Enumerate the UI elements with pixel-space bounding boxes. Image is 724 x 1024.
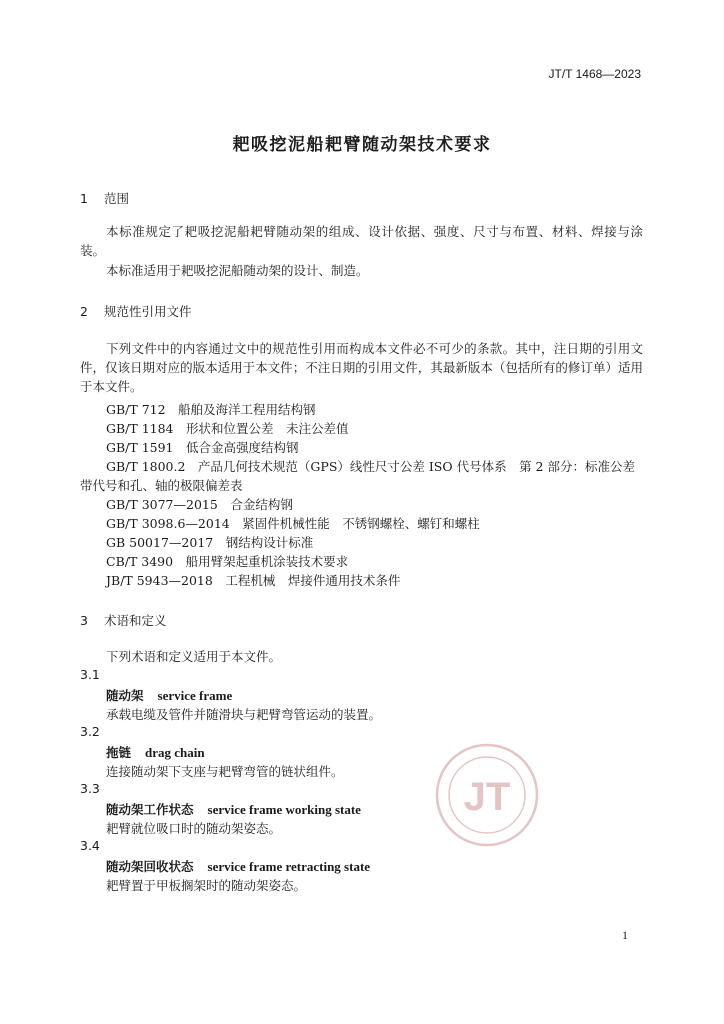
term-name-en: drag chain — [145, 745, 205, 760]
term-name-en: service frame — [157, 688, 233, 703]
section-title: 范围 — [104, 191, 130, 206]
reference-item: JB/T 5943—2018 工程机械 焊接件通用技术条件 — [106, 573, 401, 588]
jt-watermark-seal — [432, 740, 542, 854]
reference-item: GB/T 1591 低合金高强度结构钢 — [106, 440, 299, 455]
reference-item: GB/T 712 船舶及海洋工程用结构钢 — [106, 402, 316, 417]
section-heading-2 — [80, 302, 192, 320]
section-title: 术语和定义 — [104, 613, 167, 628]
reference-item: GB 50017—2017 钢结构设计标准 — [106, 535, 314, 550]
reference-item: GB/T 3077—2015 合金结构钢 — [106, 497, 293, 512]
section-number: 3 — [80, 613, 88, 628]
term-name — [106, 686, 232, 704]
term-name — [106, 743, 205, 761]
term-name-cn: 拖链 — [106, 745, 132, 760]
term-number: 3.3 — [80, 781, 100, 796]
scope-paragraph-1: 本标准规定了耙吸挖泥船耙臂随动架的组成、设计依据、强度、尺寸与布置、材料、焊接与涂装。 — [80, 224, 643, 258]
scope-paragraph-2: 本标准适用于耙吸挖泥船随动架的设计、制造。 — [106, 263, 369, 278]
references-intro: 下列文件中的内容通过文中的规范性引用而构成本文件必不可少的条款。其中，注日期的引用文件，仅该日期对应的版本适用于本文件；不注日期的引用文件，其最新版本（包括所有的修订单）适用于本文件。 — [80, 341, 643, 394]
term-name-en: service frame working state — [207, 802, 361, 817]
svg-text:JT: JT — [463, 775, 511, 819]
reference-item: CB/T 3490 船用臂架起重机涂装技术要求 — [106, 554, 349, 569]
term-number: 3.4 — [80, 838, 100, 853]
page-number: 1 — [622, 928, 628, 942]
term-definition: 承载电缆及管件并随滑块与耙臂弯管运动的装置。 — [106, 707, 382, 722]
term-number: 3.2 — [80, 724, 100, 739]
term-number: 3.1 — [80, 667, 100, 682]
section-heading-1 — [80, 189, 129, 207]
reference-item: GB/T 1184 形状和位置公差 未注公差值 — [106, 421, 349, 436]
term-name-cn: 随动架回收状态 — [106, 859, 194, 874]
section-title: 规范性引用文件 — [104, 304, 192, 319]
section-heading-3 — [80, 611, 167, 629]
reference-item: GB/T 3098.6—2014 紧固件机械性能 不锈钢螺栓、螺钉和螺柱 — [106, 516, 480, 531]
term-name-cn: 随动架 — [106, 688, 144, 703]
term-definition: 连接随动架下支座与耙臂弯管的链状组件。 — [106, 764, 344, 779]
term-name — [106, 857, 370, 875]
term-definition: 耙臂置于甲板搁架时的随动架姿态。 — [106, 878, 307, 893]
reference-item: GB/T 1800.2 产品几何技术规范（GPS）线性尺寸公差 ISO 代号体系 第 2 部分：标准公差带代号和孔、轴的极限偏差表 — [80, 459, 635, 493]
section-number: 1 — [80, 191, 88, 206]
term-name-en: service frame retracting state — [207, 859, 371, 874]
term-name — [106, 800, 361, 818]
standard-code: JT/T 1468—2023 — [548, 67, 641, 81]
terms-intro: 下列术语和定义适用于本文件。 — [106, 649, 282, 664]
document-title: 耙吸挖泥船耙臂随动架技术要求 — [232, 135, 492, 155]
section-number: 2 — [80, 304, 88, 319]
term-name-cn: 随动架工作状态 — [106, 802, 194, 817]
term-definition: 耙臂就位吸口时的随动架姿态。 — [106, 821, 282, 836]
